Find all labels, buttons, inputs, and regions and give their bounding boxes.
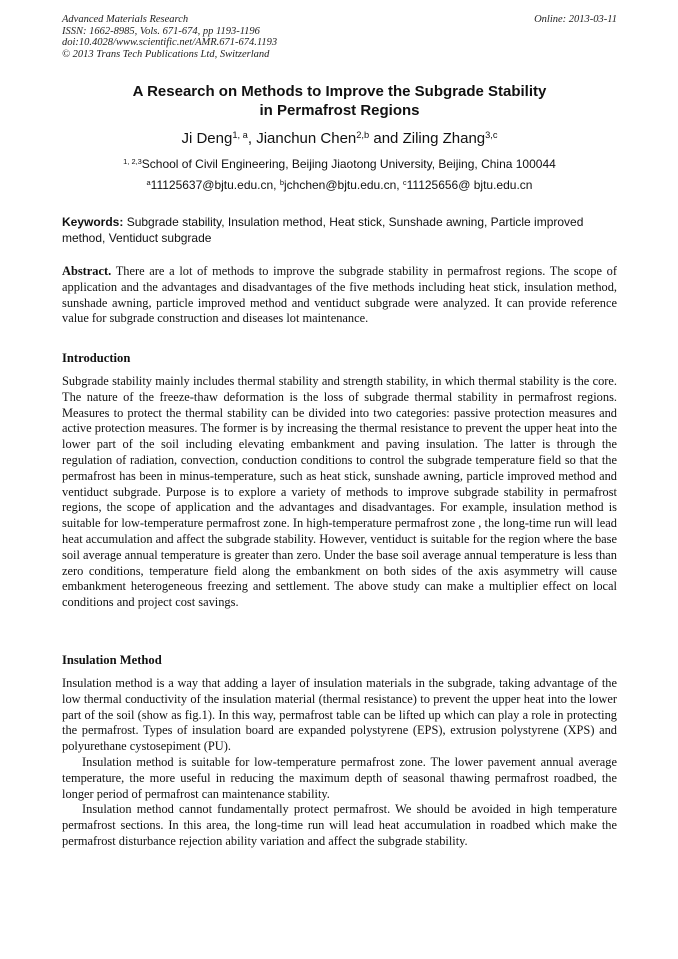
introduction-section (62, 374, 617, 611)
email-address[interactable]: jchchen@bjtu.edu.cn, (283, 178, 403, 192)
email-address[interactable]: 11125656@ bjtu.edu.cn (406, 178, 533, 192)
section-heading-introduction: Introduction (62, 351, 131, 365)
online-date: Online: 2013-03-11 (534, 14, 617, 25)
abstract-text: There are a lot of methods to improve the subgrade stability in permafrost regions. The scope of application and the advantages and disadvantages of the five methods including heat stick, insulation method, sunshade awning, particle improved method and ventiduct subgrade were analyzed. It can provide reference value for subgrade construction and diseases lot maintenance. (62, 264, 617, 326)
author-name: Jianchun Chen (256, 130, 357, 147)
author-superscript: 2,b (356, 129, 370, 140)
doi-line[interactable]: doi:10.4028/www.scientific.net/AMR.671-674.1193 (62, 37, 278, 48)
paragraph: Insulation method is a way that adding a layer of insulation materials in the subgrade, taking advantage of the low thermal conductivity of the insulation material (thermal resistance) to prevent the upper heat into the lower part of the soil (show as fig.1). In this way, permafrost table can be lifted up which can play a role in protecting the permafrost. Types of insulation board are expanded polystyrene (EPS), extrusion polystyrene (XPS) and polyurethane cystosepiment (PU). (62, 676, 617, 754)
journal-header (62, 14, 617, 60)
paragraph: Subgrade stability mainly includes thermal stability and strength stability, in which thermal stability is the core. The nature of the freeze-thaw deformation is the loss of subgrade thermal stability in permafrost regions. Measures to protect the thermal stability can be divided into two categories: passive protection measures and active protection measures. The former is by increasing the thermal resistance to prevent the upper heat into the lower part of the soil including elevating embankment and paving insulation. The latter is through the regulation of radiation, convection, conduction conditions to control the subgrade temperature field so that the permafrost has been in minus-temperature, such as heat stick, sunshade awning, particle improved method and ventiduct subgrade. Purpose is to explore a variety of methods to improve subgrade stability in permafrost regions, the scope of application and the advantages and disadvantages. For example, insulation method is suitable for low-temperature permafrost zone. In high-temperature permafrost zone , the long-time run will lead heat accumulation and affect the subgrade stability. However, ventiduct is suitable for the region where the base soil average annual temperature is greater than zero. Under the base soil average annual temperature is less than zero conditions, temperature field along the embankment on both sides of the axis asymmetry will cause embankment heterogeneous freezing and settlement. The above study can make a multiplier effect on local conditions and project cost savings. (62, 374, 617, 610)
title-line-1: A Research on Methods to Improve the Subgrade Stability (132, 83, 547, 100)
paragraph: Insulation method cannot fundamentally protect permafrost. We should be avoided in high temperature permafrost sections. In this area, the long-time run will lead heat accumulation in roadbed which make the permafrost disturbance rejection ability variation and affect the subgrade stability. (62, 802, 617, 848)
affiliation-superscript: 1, 2,3 (123, 156, 142, 166)
keywords-text: Subgrade stability, Insulation method, Heat stick, Sunshade awning, Particle improved method, Ventiduct subgrade (62, 215, 584, 245)
author-list (62, 130, 617, 148)
issn-line: ISSN: 1662-8985, Vols. 671-674, pp 1193-1196 (62, 25, 260, 37)
email-list (62, 178, 617, 193)
email-address[interactable]: 11125637@bjtu.edu.cn, (150, 178, 280, 192)
author-name: Ziling Zhang (402, 130, 486, 147)
keywords-label: Keywords: (62, 215, 124, 229)
author-separator: , (247, 130, 257, 147)
abstract-label: Abstract. (62, 264, 112, 278)
author-name: Ji Deng (181, 130, 233, 147)
copyright-line: © 2013 Trans Tech Publications Ltd, Switzerland (62, 48, 270, 60)
email-superscript: c (402, 177, 407, 187)
author-separator: and (369, 130, 403, 147)
author-superscript: 1, a (232, 129, 248, 140)
section-heading-insulation-method: Insulation Method (62, 653, 162, 667)
affiliation-text: School of Civil Engineering, Beijing Jiaotong University, Beijing, China 100044 (141, 157, 556, 171)
abstract-block (62, 264, 617, 327)
paper-title (62, 82, 617, 120)
title-line-2: in Permafrost Regions (259, 102, 420, 119)
affiliation (62, 157, 617, 172)
journal-name: Advanced Materials Research (62, 14, 189, 25)
email-superscript: a (146, 177, 151, 187)
email-superscript: b (279, 177, 284, 187)
abstract-paragraph (62, 264, 617, 327)
author-superscript: 3,c (485, 129, 498, 140)
insulation-method-section (62, 676, 617, 850)
paragraph: Insulation method is suitable for low-temperature permafrost zone. The lower pavement annual average temperature, the more useful in reducing the maximum depth of seasonal thawing permafrost roadbed, the longer period of permafrost can maintenance stability. (62, 754, 617, 801)
keywords-block (62, 214, 617, 246)
